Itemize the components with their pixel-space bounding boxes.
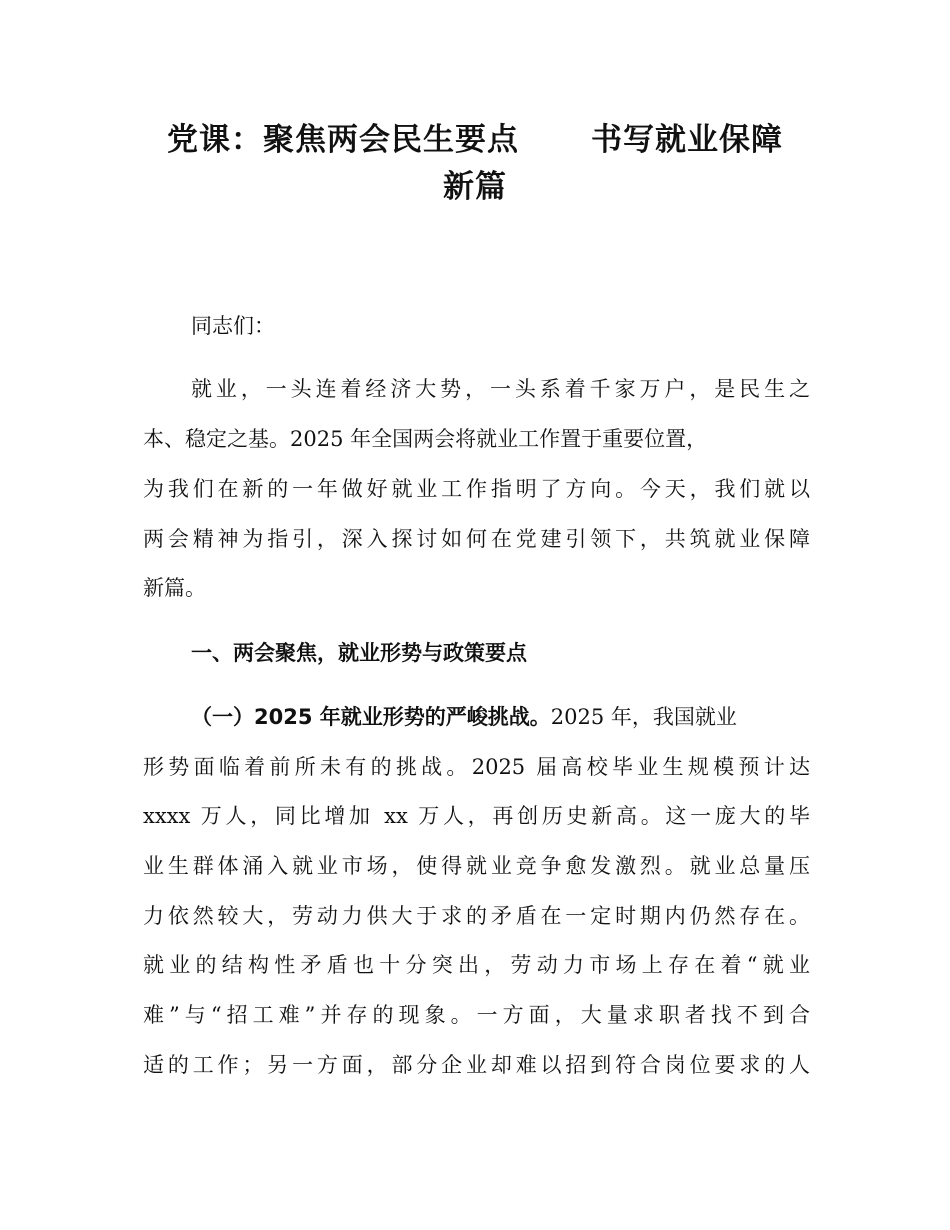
subsection-1-lead: （一）2025 年就业形势的严峻挑战。 <box>191 705 551 729</box>
paragraph-1-line: 新篇。 <box>143 576 206 600</box>
document-title-line-1 <box>140 115 810 165</box>
subsection-1-line: 形势面临着前所未有的挑战。2025 届高校毕业生规模预计达 <box>143 755 810 779</box>
title-part-2: 书写就业保障 <box>591 122 783 158</box>
salutation: 同志们： <box>191 314 275 338</box>
subsection-1-line: 就业的结构性矛盾也十分突出，劳动力市场上存在着“就业 <box>143 953 810 977</box>
subsection-1-line-1 <box>191 702 737 732</box>
title-part-1: 党课：聚焦两会民生要点 <box>167 122 519 158</box>
paragraph-1-line: 两会精神为指引，深入探讨如何在党建引领下，共筑就业保障 <box>143 527 810 551</box>
subsection-1-line: xxxx 万人，同比增加 xx 万人，再创历史新高。这一庞大的毕 <box>143 804 810 828</box>
subsection-1-line: 力依然较大，劳动力供大于求的矛盾在一定时期内仍然存在。 <box>143 904 810 928</box>
subsection-1-line: 难”与“招工难”并存的现象。一方面，大量求职者找不到合 <box>143 1003 810 1027</box>
document-title-line-2: 新篇 <box>443 169 507 205</box>
paragraph-1-line: 本、稳定之基。2025 年全国两会将就业工作置于重要位置， <box>143 427 708 451</box>
subsection-1-rest: 2025 年，我国就业 <box>550 705 737 729</box>
paragraph-1-line: 为我们在新的一年做好就业工作指明了方向。今天，我们就以 <box>143 477 810 501</box>
section-1-heading: 一、两会聚焦，就业形势与政策要点 <box>191 641 527 665</box>
subsection-1-line: 业生群体涌入就业市场，使得就业竞争愈发激烈。就业总量压 <box>143 854 810 878</box>
subsection-1-line: 适的工作；另一方面，部分企业却难以招到符合岗位要求的人 <box>143 1053 810 1077</box>
paragraph-1-line: 就业，一头连着经济大势，一头系着千家万户，是民生之 <box>191 377 810 401</box>
